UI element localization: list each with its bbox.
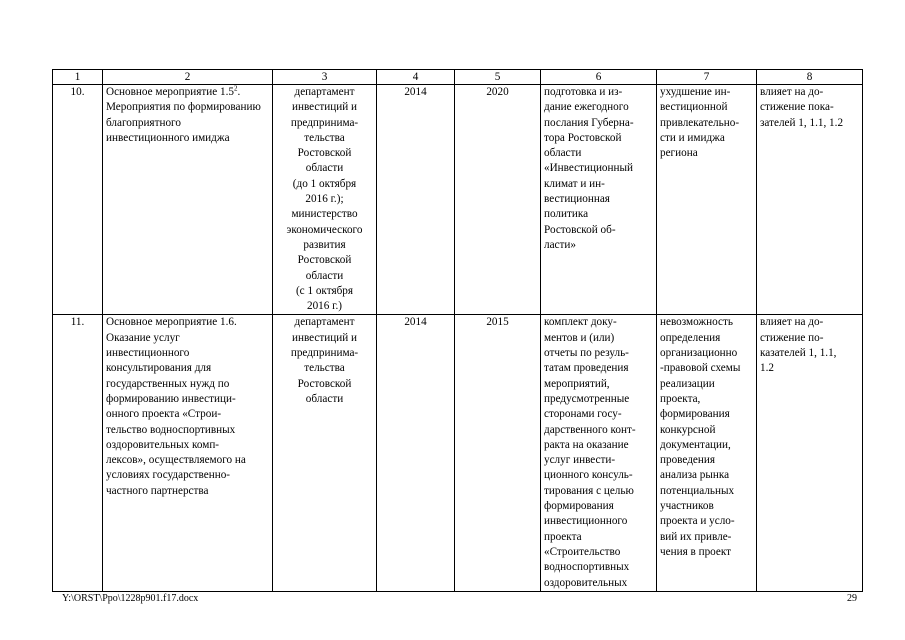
row-number: 11. [53, 315, 103, 591]
footnote-ref: 2 [233, 84, 238, 93]
expected-result: комплект доку- ментов и (или) отчеты по резуль- татам проведения мероприятий, предусмотренные сторонами госу- дарственного конт- ракта на оказание услуг инвести- ционного консуль- тирования с целью формирования инвестиционного проекта «Строительство водноспортивных оздоровительных [541, 315, 657, 591]
indicator-link: влияет на до- стижение по- казателей 1, 1.1, 1.2 [757, 315, 863, 591]
executor: департамент инвестиций и предпринима- тельства Ростовской области [273, 315, 377, 591]
executor: департамент инвестиций и предпринима- тельства Ростовской области (до 1 октября 2016 г.); министерство экономического развития Ростовской области (с 1 октября 2016 г.) [273, 85, 377, 315]
col-header-6: 6 [541, 70, 657, 85]
consequences: ухудшение ин- вестиционной привлекательно- сти и имиджа региона [657, 85, 757, 315]
measures-table [52, 69, 863, 592]
measure-main-text: Основное мероприятие 1.5 [106, 86, 234, 98]
measure-name [103, 85, 273, 315]
table-row [53, 315, 863, 591]
consequences: невозможность определения организационно -правовой схемы реализации проекта, формирования конкурсной документации, проведения анализа рынка потенциальных участников проекта и усло- вий их привле- чения в проект [657, 315, 757, 591]
measure-rest-text: . Мероприятия по формированию благоприятного инвестиционного имиджа [106, 86, 261, 144]
footer-file-path: Y:\ORST\Ppo\1228p901.f17.docx [62, 593, 199, 604]
start-year: 2014 [377, 85, 455, 315]
end-year: 2020 [455, 85, 541, 315]
col-header-5: 5 [455, 70, 541, 85]
col-header-4: 4 [377, 70, 455, 85]
end-year: 2015 [455, 315, 541, 591]
start-year: 2014 [377, 315, 455, 591]
col-header-7: 7 [657, 70, 757, 85]
expected-result: подготовка и из- дание ежегодного послания Губерна- тора Ростовской области «Инвестиционный климат и ин- вестиционная политика Ростовской об- ласти» [541, 85, 657, 315]
col-header-2: 2 [103, 70, 273, 85]
indicator-link: влияет на до- стижение пока- зателей 1, 1.1, 1.2 [757, 85, 863, 315]
measure-name: Основное мероприятие 1.6. Оказание услуг инвестиционного консультирования для государственных нужд по формированию инвестици- онного проекта «Строи- тельство водноспортивных оздоровительных комп- лексов», осуществляемого на условиях государственно- частного партнерства [103, 315, 273, 591]
col-header-3: 3 [273, 70, 377, 85]
col-header-8: 8 [757, 70, 863, 85]
col-header-1: 1 [53, 70, 103, 85]
header-row [53, 70, 863, 85]
page-number: 29 [847, 593, 857, 604]
row-number: 10. [53, 85, 103, 315]
table-row [53, 85, 863, 315]
